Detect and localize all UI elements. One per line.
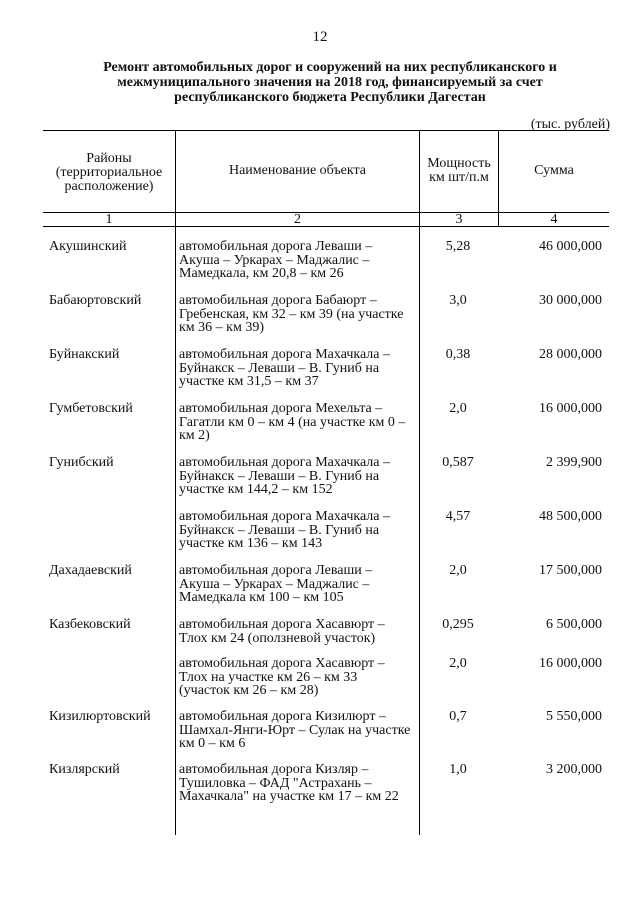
cell-object-name: автомобильная дорога Кизляр – Тушиловка – ФАД "Астрахань – Махачкала" на участке км 17 – км 22 (179, 762, 399, 804)
cell-sum: 5 550,000 (546, 709, 602, 724)
cell-district: Гумбетовский (49, 401, 133, 416)
cell-capacity: 0,587 (442, 455, 474, 470)
cell-district: Бабаюртовский (49, 293, 142, 308)
cell-capacity: 2,0 (449, 656, 467, 671)
cell-district: Буйнакский (49, 347, 120, 362)
column-number-2: 2 (294, 212, 301, 227)
page-number: 12 (312, 29, 328, 45)
cell-sum: 2 399,900 (546, 455, 602, 470)
cell-sum: 16 000,000 (539, 401, 602, 416)
page-title: Ремонт автомобильных дорог и сооружений на них республиканского и межмуниципального значения на 2018 год, финансируемый за счет республиканского бюджета Республики Дагестан (103, 60, 557, 105)
cell-capacity: 0,295 (442, 617, 474, 632)
cell-sum: 16 000,000 (539, 656, 602, 671)
cell-capacity: 2,0 (449, 563, 467, 578)
cell-sum: 17 500,000 (539, 563, 602, 578)
cell-sum: 46 000,000 (539, 239, 602, 254)
table-top-rule (43, 130, 609, 131)
cell-district: Казбековский (49, 617, 131, 632)
header-object: Наименование объекта (228, 163, 367, 178)
cell-capacity: 5,28 (445, 239, 471, 254)
cell-object-name: автомобильная дорога Хасавюрт – Тлох км 24 (оползневой участок) (179, 617, 385, 646)
cell-sum: 30 000,000 (539, 293, 602, 308)
column-number-3: 3 (455, 212, 463, 227)
header-sum: Сумма (534, 163, 574, 178)
cell-object-name: автомобильная дорога Хасавюрт – Тлох на участке км 26 – км 33 (участок км 26 – км 28) (179, 656, 385, 698)
cell-object-name: автомобильная дорога Кизилюрт – Шамхал-Янги-Юрт – Сулак на участке км 0 – км 6 (179, 709, 411, 751)
cell-capacity: 3,0 (449, 293, 467, 308)
units-label: (тыс. рублей) (530, 117, 610, 132)
cell-capacity: 2,0 (449, 401, 467, 416)
header-capacity: Мощность км шт/п.м (427, 156, 491, 185)
cell-sum: 3 200,000 (546, 762, 602, 777)
header-district: Районы (территориальное расположение) (55, 151, 163, 194)
cell-district: Кизлярский (49, 762, 120, 777)
cell-capacity: 1,0 (449, 762, 467, 777)
cell-object-name: автомобильная дорога Махачкала – Буйнакск – Леваши – В. Гуниб на участке км 144,2 – км 152 (179, 455, 391, 497)
cell-object-name: автомобильная дорога Леваши – Акуша – Уркарах – Маджалис – Мамедкала, км 20,8 – км 26 (179, 239, 373, 281)
cell-sum: 28 000,000 (539, 347, 602, 362)
cell-object-name: автомобильная дорога Мехельта – Гагатли км 0 – км 4 (на участке км 0 – км 2) (179, 401, 406, 443)
cell-sum: 48 500,000 (539, 509, 602, 524)
cell-capacity: 4,57 (445, 509, 471, 524)
cell-object-name: автомобильная дорога Бабаюрт – Гребенская, км 32 – км 39 (на участке км 36 – км 39) (179, 293, 404, 335)
column-number-1: 1 (105, 212, 113, 227)
cell-object-name: автомобильная дорога Махачкала – Буйнакск – Леваши – В. Гуниб на участке км 31,5 – км 37 (179, 347, 391, 389)
column-divider-2 (419, 130, 420, 835)
column-number-4: 4 (550, 212, 558, 227)
cell-sum: 6 500,000 (546, 617, 602, 632)
cell-district: Дахадаевский (49, 563, 132, 578)
cell-district: Кизилюртовский (49, 709, 151, 724)
cell-object-name: автомобильная дорога Махачкала – Буйнакск – Леваши – В. Гуниб на участке км 136 – км 143 (179, 509, 391, 551)
cell-object-name: автомобильная дорога Леваши – Акуша – Уркарах – Маджалис – Мамедкала км 100 – км 105 (179, 563, 373, 605)
cell-capacity: 0,38 (445, 347, 471, 362)
cell-district: Акушинский (49, 239, 127, 254)
cell-district: Гунибский (49, 455, 114, 470)
cell-capacity: 0,7 (449, 709, 467, 724)
column-divider-1 (175, 130, 176, 835)
